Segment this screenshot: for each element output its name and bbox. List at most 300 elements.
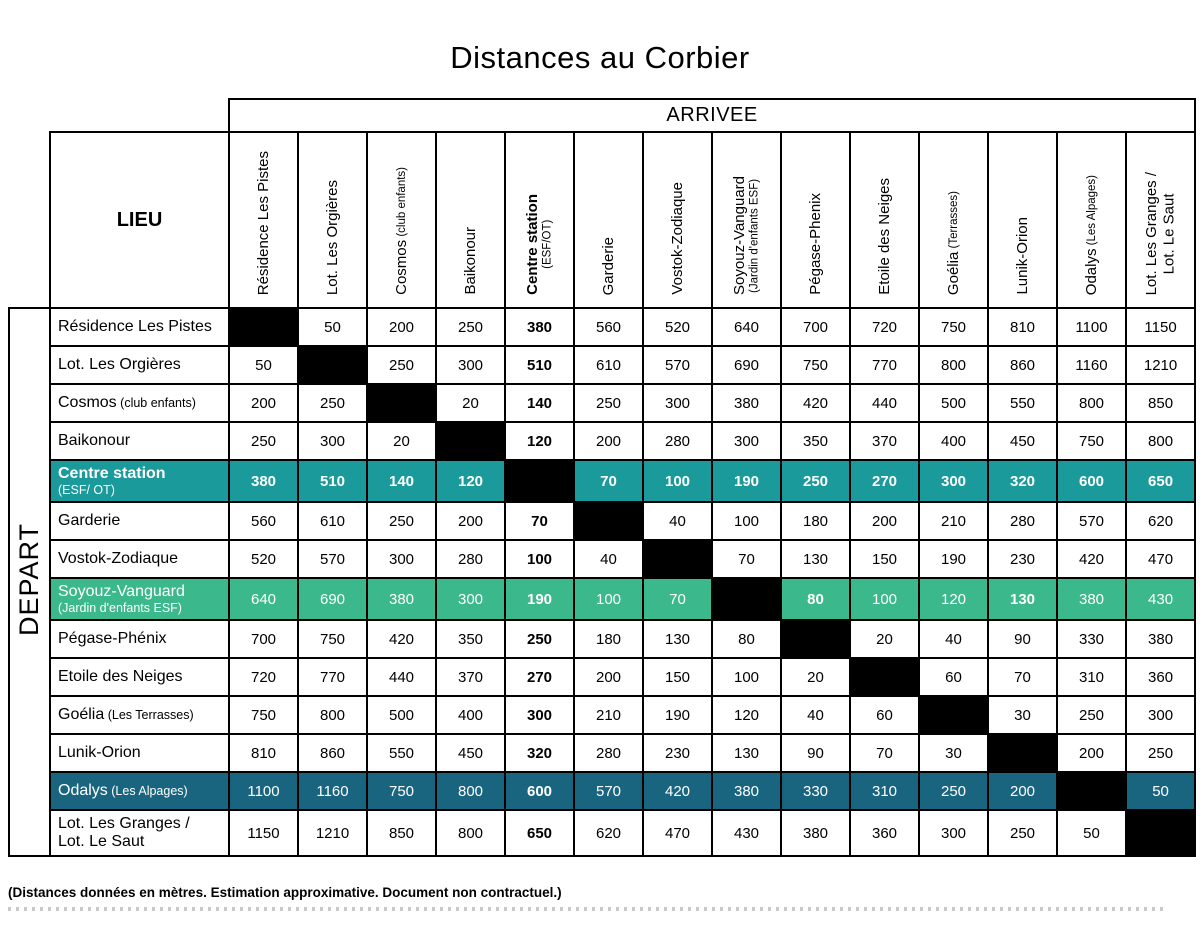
matrix-row-5 xyxy=(9,502,1195,540)
distance-cell: 750 xyxy=(1057,422,1126,460)
distance-cell: 520 xyxy=(229,540,298,578)
distance-cell: 40 xyxy=(643,502,712,540)
diagonal-cell xyxy=(643,540,712,578)
row-header-12 xyxy=(50,772,229,810)
diagonal-cell xyxy=(298,346,367,384)
distance-cell: 280 xyxy=(643,422,712,460)
distance-cell: 120 xyxy=(436,460,505,502)
distance-cell: 380 xyxy=(1126,620,1195,658)
distance-cell: 210 xyxy=(574,696,643,734)
col-header-7 xyxy=(712,132,781,308)
col-header-text xyxy=(1083,175,1101,295)
distance-cell: 70 xyxy=(643,578,712,620)
distance-cell: 80 xyxy=(781,578,850,620)
distance-cell: 380 xyxy=(229,460,298,502)
row-header-11 xyxy=(50,734,229,772)
diagonal-cell xyxy=(850,658,919,696)
distance-cell: 650 xyxy=(505,810,574,856)
col-header-text xyxy=(876,178,894,295)
distance-cell: 50 xyxy=(1057,810,1126,856)
distance-cell: 510 xyxy=(298,460,367,502)
place-label: Lot. Les Orgières xyxy=(58,355,181,373)
distance-cell: 190 xyxy=(919,540,988,578)
distance-cell: 720 xyxy=(229,658,298,696)
distance-cell: 520 xyxy=(643,308,712,346)
distance-cell: 250 xyxy=(919,772,988,810)
distance-cell: 250 xyxy=(505,620,574,658)
distance-cell: 250 xyxy=(436,308,505,346)
diagonal-cell xyxy=(712,578,781,620)
row-header-8 xyxy=(50,620,229,658)
distance-cell: 230 xyxy=(643,734,712,772)
distance-cell: 350 xyxy=(781,422,850,460)
distance-cell: 330 xyxy=(1057,620,1126,658)
cutoff-text-strip xyxy=(8,907,1168,911)
distance-matrix-table xyxy=(8,98,1196,857)
distance-cell: 690 xyxy=(712,346,781,384)
distance-cell: 560 xyxy=(574,308,643,346)
distance-cell: 370 xyxy=(436,658,505,696)
distance-cell: 250 xyxy=(574,384,643,422)
matrix-row-3 xyxy=(9,422,1195,460)
distance-cell: 620 xyxy=(574,810,643,856)
distance-cell: 430 xyxy=(712,810,781,856)
diagonal-cell xyxy=(229,308,298,346)
matrix-row-12 xyxy=(9,772,1195,810)
distance-cell: 1100 xyxy=(1057,308,1126,346)
place-label: Lunik-Orion xyxy=(58,743,141,761)
place-label: Soyouz-Vanguard xyxy=(730,176,748,295)
distance-cell: 640 xyxy=(229,578,298,620)
col-header-text xyxy=(945,191,963,295)
distance-cell: 300 xyxy=(367,540,436,578)
distance-cell: 360 xyxy=(850,810,919,856)
col-header-6 xyxy=(643,132,712,308)
distance-cell: 570 xyxy=(1057,502,1126,540)
distance-cell: 770 xyxy=(850,346,919,384)
distance-cell: 20 xyxy=(367,422,436,460)
distance-cell: 800 xyxy=(298,696,367,734)
distance-cell: 280 xyxy=(574,734,643,772)
distance-cell: 500 xyxy=(367,696,436,734)
distance-cell: 550 xyxy=(367,734,436,772)
distance-cell: 190 xyxy=(712,460,781,502)
col-header-10 xyxy=(919,132,988,308)
distance-cell: 1160 xyxy=(298,772,367,810)
row-header-10 xyxy=(50,696,229,734)
page-title: Distances au Corbier xyxy=(450,40,750,75)
distance-cell: 130 xyxy=(781,540,850,578)
distance-cell: 1150 xyxy=(229,810,298,856)
distance-cell: 400 xyxy=(436,696,505,734)
arrivee-axis-label: ARRIVEE xyxy=(229,99,1195,132)
row-header-3 xyxy=(50,422,229,460)
place-label: Lunik-Orion xyxy=(1013,217,1031,295)
distance-cell: 470 xyxy=(1126,540,1195,578)
col-header-3 xyxy=(436,132,505,308)
col-header-2 xyxy=(367,132,436,308)
place-label: Etoile des Neiges xyxy=(875,178,893,295)
distance-cell: 750 xyxy=(781,346,850,384)
distance-cell: 430 xyxy=(1126,578,1195,620)
distance-cell: 850 xyxy=(1126,384,1195,422)
col-header-text xyxy=(600,237,618,295)
place-label: Pégase-Phénix xyxy=(58,629,167,647)
distance-cell: 690 xyxy=(298,578,367,620)
distance-cell: 30 xyxy=(988,696,1057,734)
distance-cell: 1210 xyxy=(1126,346,1195,384)
matrix-row-2 xyxy=(9,384,1195,422)
distance-cell: 300 xyxy=(919,460,988,502)
matrix-row-11 xyxy=(9,734,1195,772)
place-label: Cosmos xyxy=(392,239,410,295)
distance-cell: 640 xyxy=(712,308,781,346)
distance-cell: 800 xyxy=(919,346,988,384)
matrix-row-7 xyxy=(9,578,1195,620)
place-sublabel: (club enfants) xyxy=(395,167,408,240)
distance-cell: 120 xyxy=(505,422,574,460)
distance-cell: 250 xyxy=(1057,696,1126,734)
distance-cell: 100 xyxy=(505,540,574,578)
col-header-9 xyxy=(850,132,919,308)
depart-axis-text: DEPART xyxy=(13,522,44,637)
depart-spacer xyxy=(9,132,50,308)
diagonal-cell xyxy=(505,460,574,502)
distance-cell: 200 xyxy=(229,384,298,422)
distance-cell: 380 xyxy=(1057,578,1126,620)
distance-cell: 850 xyxy=(367,810,436,856)
place-sublabel: (ESF/ OT) xyxy=(58,483,115,497)
matrix-row-1 xyxy=(9,346,1195,384)
diagonal-cell xyxy=(1057,772,1126,810)
place-sublabel: (Jardin d'enfants ESF) xyxy=(58,601,182,615)
distance-cell: 800 xyxy=(436,810,505,856)
distance-cell: 380 xyxy=(505,308,574,346)
place-sublabel: (Jardin d'enfants ESF) xyxy=(748,178,761,293)
distance-cell: 30 xyxy=(919,734,988,772)
distance-cell: 200 xyxy=(574,422,643,460)
distance-cell: 750 xyxy=(919,308,988,346)
distance-cell: 150 xyxy=(643,658,712,696)
place-label: Lot. Les Granges / xyxy=(1142,171,1160,295)
distance-cell: 570 xyxy=(298,540,367,578)
distance-cell: 60 xyxy=(919,658,988,696)
distance-cell: 650 xyxy=(1126,460,1195,502)
matrix-row-0 xyxy=(9,308,1195,346)
distance-cell: 1150 xyxy=(1126,308,1195,346)
distance-cell: 70 xyxy=(712,540,781,578)
row-header-9 xyxy=(50,658,229,696)
col-header-text xyxy=(807,193,825,295)
place-sublabel: (Les Terrasses) xyxy=(104,707,194,722)
distance-cell: 250 xyxy=(781,460,850,502)
distance-cell: 700 xyxy=(781,308,850,346)
matrix-row-6 xyxy=(9,540,1195,578)
distance-cell: 20 xyxy=(781,658,850,696)
col-header-4 xyxy=(505,132,574,308)
page xyxy=(0,40,1200,940)
distance-cell: 440 xyxy=(367,658,436,696)
distance-cell: 450 xyxy=(988,422,1057,460)
distance-cell: 510 xyxy=(505,346,574,384)
distance-cell: 200 xyxy=(436,502,505,540)
distance-cell: 250 xyxy=(988,810,1057,856)
diagonal-cell xyxy=(367,384,436,422)
distance-cell: 40 xyxy=(781,696,850,734)
distance-cell: 100 xyxy=(712,502,781,540)
col-header-1 xyxy=(298,132,367,308)
place-label: Goélia xyxy=(944,251,962,295)
distance-cell: 250 xyxy=(298,384,367,422)
distance-cell: 200 xyxy=(367,308,436,346)
place-label: Résidence Les Pistes xyxy=(58,317,212,335)
distance-cell: 140 xyxy=(505,384,574,422)
distance-cell: 310 xyxy=(850,772,919,810)
distance-cell: 200 xyxy=(1057,734,1126,772)
place-label: Goélia xyxy=(58,705,105,723)
distance-cell: 720 xyxy=(850,308,919,346)
diagonal-cell xyxy=(574,502,643,540)
distance-cell: 800 xyxy=(1057,384,1126,422)
distance-cell: 130 xyxy=(712,734,781,772)
distance-cell: 50 xyxy=(229,346,298,384)
distance-cell: 420 xyxy=(643,772,712,810)
place-label: Résidence Les Pistes xyxy=(254,150,272,295)
distance-cell: 440 xyxy=(850,384,919,422)
distance-cell: 300 xyxy=(298,422,367,460)
distance-cell: 810 xyxy=(229,734,298,772)
row-header-13 xyxy=(50,810,229,856)
place-label: Lot. Les Granges / xyxy=(58,814,190,832)
distance-cell: 140 xyxy=(367,460,436,502)
diagonal-cell xyxy=(436,422,505,460)
col-header-text xyxy=(324,180,342,295)
matrix-row-9 xyxy=(9,658,1195,696)
distance-cell: 130 xyxy=(643,620,712,658)
distance-cell: 100 xyxy=(643,460,712,502)
distance-cell: 380 xyxy=(712,384,781,422)
distance-cell: 40 xyxy=(574,540,643,578)
place-sublabel: (club enfants) xyxy=(116,395,196,410)
row-header-6 xyxy=(50,540,229,578)
distance-cell: 150 xyxy=(850,540,919,578)
distance-cell: 320 xyxy=(505,734,574,772)
place-sublabel: (ESF/OT) xyxy=(541,219,554,270)
distance-cell: 180 xyxy=(781,502,850,540)
distance-cell: 500 xyxy=(919,384,988,422)
distance-cell: 1100 xyxy=(229,772,298,810)
distance-cell: 810 xyxy=(988,308,1057,346)
distance-cell: 230 xyxy=(988,540,1057,578)
matrix-row-13 xyxy=(9,810,1195,856)
row-header-4 xyxy=(50,460,229,502)
distance-cell: 380 xyxy=(712,772,781,810)
distance-cell: 420 xyxy=(1057,540,1126,578)
col-header-8 xyxy=(781,132,850,308)
distance-cell: 560 xyxy=(229,502,298,540)
distance-cell: 250 xyxy=(367,502,436,540)
column-header-row xyxy=(9,132,1195,308)
distance-cell: 20 xyxy=(436,384,505,422)
distance-cell: 310 xyxy=(1057,658,1126,696)
place-label-line2: Lot. Le Saut xyxy=(58,833,145,850)
distance-cell: 100 xyxy=(574,578,643,620)
distance-cell: 420 xyxy=(367,620,436,658)
distance-cell: 420 xyxy=(781,384,850,422)
distance-cell: 270 xyxy=(850,460,919,502)
col-header-text xyxy=(255,151,273,295)
diagonal-cell xyxy=(1126,810,1195,856)
col-header-text xyxy=(462,227,480,295)
distance-cell: 190 xyxy=(643,696,712,734)
distance-cell: 860 xyxy=(988,346,1057,384)
distance-cell: 40 xyxy=(919,620,988,658)
distance-cell: 550 xyxy=(988,384,1057,422)
arrivee-row xyxy=(9,99,1195,132)
distance-cell: 80 xyxy=(712,620,781,658)
col-header-5 xyxy=(574,132,643,308)
distance-cell: 300 xyxy=(436,578,505,620)
distance-cell: 60 xyxy=(850,696,919,734)
distance-cell: 770 xyxy=(298,658,367,696)
diagonal-cell xyxy=(919,696,988,734)
distance-cell: 320 xyxy=(988,460,1057,502)
place-label: Vostok-Zodiaque xyxy=(58,549,179,567)
row-header-1 xyxy=(50,346,229,384)
col-header-text xyxy=(1014,217,1032,295)
distance-cell: 120 xyxy=(712,696,781,734)
distance-cell: 270 xyxy=(505,658,574,696)
distance-cell: 610 xyxy=(574,346,643,384)
distance-cell: 700 xyxy=(229,620,298,658)
place-label: Baikonour xyxy=(461,227,479,295)
distance-cell: 600 xyxy=(1057,460,1126,502)
distance-cell: 300 xyxy=(505,696,574,734)
distance-cell: 620 xyxy=(1126,502,1195,540)
distance-cell: 380 xyxy=(781,810,850,856)
col-header-text xyxy=(393,167,411,295)
distance-cell: 370 xyxy=(850,422,919,460)
diagonal-cell xyxy=(988,734,1057,772)
distance-cell: 860 xyxy=(298,734,367,772)
distance-cell: 100 xyxy=(712,658,781,696)
distance-cell: 280 xyxy=(988,502,1057,540)
distance-cell: 90 xyxy=(781,734,850,772)
lieu-header: LIEU xyxy=(50,132,229,308)
distance-cell: 250 xyxy=(367,346,436,384)
row-header-7 xyxy=(50,578,229,620)
place-label: Etoile des Neiges xyxy=(58,667,183,685)
matrix-row-8 xyxy=(9,620,1195,658)
distance-cell: 570 xyxy=(643,346,712,384)
col-header-text xyxy=(669,182,687,295)
place-label: Garderie xyxy=(58,511,121,529)
col-header-0 xyxy=(229,132,298,308)
distance-cell: 20 xyxy=(850,620,919,658)
row-header-2 xyxy=(50,384,229,422)
distance-cell: 300 xyxy=(643,384,712,422)
distance-cell: 180 xyxy=(574,620,643,658)
place-label-line2: Lot. Le Saut xyxy=(1160,192,1178,274)
distance-cell: 610 xyxy=(298,502,367,540)
distance-cell: 70 xyxy=(574,460,643,502)
distance-cell: 1210 xyxy=(298,810,367,856)
distance-cell: 300 xyxy=(436,346,505,384)
distance-cell: 360 xyxy=(1126,658,1195,696)
distance-cell: 120 xyxy=(919,578,988,620)
depart-axis-label xyxy=(9,308,50,856)
distance-cell: 350 xyxy=(436,620,505,658)
footer-note: (Distances données en mètres. Estimation approximative. Document non contractuel.) xyxy=(8,885,562,900)
place-label: Baikonour xyxy=(58,431,131,449)
place-label: Odalys xyxy=(1082,248,1100,295)
place-label: Lot. Les Orgières xyxy=(323,179,341,295)
place-label: Cosmos xyxy=(58,393,117,411)
col-header-11 xyxy=(988,132,1057,308)
place-sublabel: (Les Alpages) xyxy=(107,783,188,798)
distance-cell: 280 xyxy=(436,540,505,578)
distance-cell: 330 xyxy=(781,772,850,810)
distance-cell: 1160 xyxy=(1057,346,1126,384)
place-label: Pégase-Phenix xyxy=(806,193,824,295)
distance-cell: 200 xyxy=(574,658,643,696)
col-header-13 xyxy=(1126,132,1195,308)
place-label: Vostok-Zodiaque xyxy=(668,182,686,295)
distance-cell: 50 xyxy=(298,308,367,346)
place-label: Centre station xyxy=(523,194,541,295)
distance-cell: 400 xyxy=(919,422,988,460)
matrix-row-4 xyxy=(9,460,1195,502)
distance-cell: 570 xyxy=(574,772,643,810)
distance-cell: 300 xyxy=(919,810,988,856)
place-sublabel: (Les Alpages) xyxy=(1085,174,1098,249)
place-label: Soyouz-Vanguard xyxy=(58,582,185,600)
place-label: Odalys xyxy=(58,781,108,799)
place-label: Centre station xyxy=(58,464,166,482)
distance-cell: 300 xyxy=(712,422,781,460)
place-sublabel: (Terrasses) xyxy=(947,190,960,252)
distance-cell: 300 xyxy=(1126,696,1195,734)
distance-cell: 200 xyxy=(988,772,1057,810)
distance-cell: 100 xyxy=(850,578,919,620)
distance-cell: 190 xyxy=(505,578,574,620)
distance-cell: 70 xyxy=(988,658,1057,696)
col-header-text xyxy=(731,176,762,295)
distance-cell: 470 xyxy=(643,810,712,856)
distance-cell: 800 xyxy=(436,772,505,810)
distance-cell: 600 xyxy=(505,772,574,810)
row-header-0 xyxy=(50,308,229,346)
place-label: Garderie xyxy=(599,236,617,295)
distance-cell: 750 xyxy=(229,696,298,734)
row-header-5 xyxy=(50,502,229,540)
distance-cell: 90 xyxy=(988,620,1057,658)
distance-cell: 250 xyxy=(229,422,298,460)
matrix-row-10 xyxy=(9,696,1195,734)
distance-cell: 50 xyxy=(1126,772,1195,810)
distance-cell: 750 xyxy=(298,620,367,658)
distance-cell: 450 xyxy=(436,734,505,772)
distance-cell: 380 xyxy=(367,578,436,620)
distance-cell: 750 xyxy=(367,772,436,810)
distance-cell: 130 xyxy=(988,578,1057,620)
col-header-text xyxy=(524,194,555,295)
col-header-12 xyxy=(1057,132,1126,308)
corner-spacer xyxy=(9,99,229,132)
distance-cell: 70 xyxy=(850,734,919,772)
distance-cell: 210 xyxy=(919,502,988,540)
distance-cell: 800 xyxy=(1126,422,1195,460)
